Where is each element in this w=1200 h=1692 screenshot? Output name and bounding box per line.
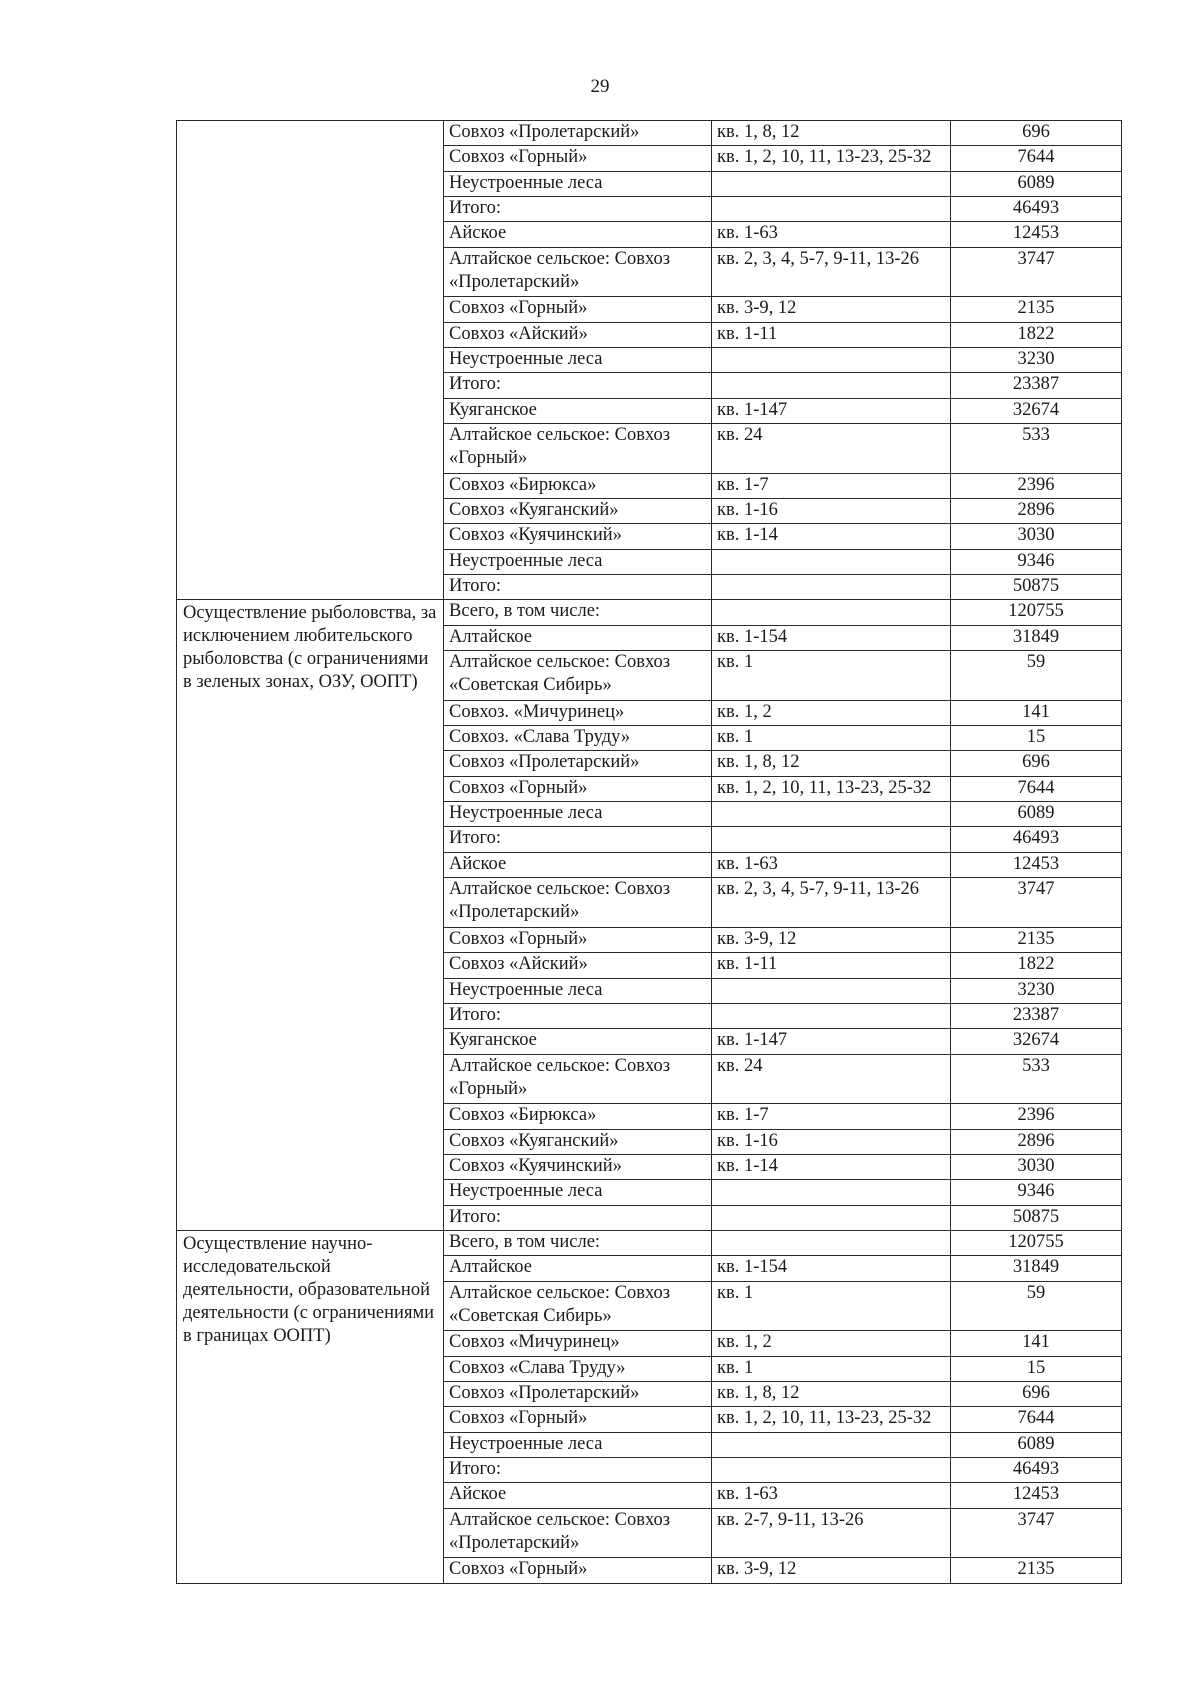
area-cell: 533	[951, 424, 1122, 474]
forestry-name-cell: Алтайское сельское: Совхоз «Пролетарский»	[444, 1508, 712, 1558]
area-cell: 120755	[951, 600, 1122, 625]
quarters-cell	[712, 575, 951, 600]
quarters-cell: кв. 1-14	[712, 1154, 951, 1179]
forest-quarters-table	[176, 120, 1122, 1584]
forestry-name-cell: Совхоз. «Мичуринец»	[444, 700, 712, 725]
forestry-name-cell: Совхоз «Айский»	[444, 953, 712, 978]
forestry-name-cell: Совхоз «Пролетарский»	[444, 121, 712, 146]
area-cell: 12453	[951, 1483, 1122, 1508]
quarters-cell: кв. 1, 2, 10, 11, 13-23, 25-32	[712, 776, 951, 801]
quarters-cell: кв. 1-11	[712, 953, 951, 978]
forestry-name-cell: Совхоз «Пролетарский»	[444, 751, 712, 776]
area-cell: 3030	[951, 1154, 1122, 1179]
quarters-cell: кв. 1-63	[712, 222, 951, 247]
forestry-name-cell: Совхоз «Горный»	[444, 1558, 712, 1584]
forestry-name-cell: Неустроенные леса	[444, 1180, 712, 1205]
quarters-cell	[712, 373, 951, 398]
area-cell: 23387	[951, 373, 1122, 398]
area-cell: 120755	[951, 1230, 1122, 1255]
area-cell: 3747	[951, 878, 1122, 928]
area-cell: 6089	[951, 802, 1122, 827]
forestry-name-cell: Совхоз «Бирюкса»	[444, 473, 712, 498]
forestry-name-cell: Неустроенные леса	[444, 802, 712, 827]
area-cell: 533	[951, 1054, 1122, 1104]
quarters-cell: кв. 1-7	[712, 1104, 951, 1129]
area-cell: 3230	[951, 978, 1122, 1003]
forestry-name-cell: Всего, в том числе:	[444, 1230, 712, 1255]
quarters-cell: кв. 1, 8, 12	[712, 1381, 951, 1406]
area-cell: 50875	[951, 1205, 1122, 1230]
area-cell: 15	[951, 726, 1122, 751]
forestry-name-cell: Айское	[444, 1483, 712, 1508]
forestry-name-cell: Совхоз «Айский»	[444, 322, 712, 347]
area-cell: 6089	[951, 1432, 1122, 1457]
forestry-name-cell: Итого:	[444, 1205, 712, 1230]
quarters-cell: кв. 2, 3, 4, 5-7, 9-11, 13-26	[712, 247, 951, 297]
forestry-name-cell: Алтайское сельское: Совхоз «Горный»	[444, 424, 712, 474]
quarters-cell: кв. 1	[712, 726, 951, 751]
forestry-name-cell: Неустроенные леса	[444, 549, 712, 574]
area-cell: 1822	[951, 322, 1122, 347]
quarters-cell	[712, 348, 951, 373]
area-cell: 9346	[951, 1180, 1122, 1205]
quarters-cell: кв. 2-7, 9-11, 13-26	[712, 1508, 951, 1558]
forestry-name-cell: Алтайское	[444, 625, 712, 650]
quarters-cell	[712, 171, 951, 196]
quarters-cell	[712, 1205, 951, 1230]
quarters-cell: кв. 1-154	[712, 625, 951, 650]
area-cell: 2396	[951, 473, 1122, 498]
area-cell: 59	[951, 1281, 1122, 1331]
area-cell: 15	[951, 1356, 1122, 1381]
quarters-cell: кв. 1-11	[712, 322, 951, 347]
quarters-cell: кв. 1, 8, 12	[712, 121, 951, 146]
forestry-name-cell: Алтайское сельское: Совхоз «Горный»	[444, 1054, 712, 1104]
quarters-cell	[712, 1457, 951, 1482]
quarters-cell	[712, 1432, 951, 1457]
forestry-name-cell: Итого:	[444, 1003, 712, 1028]
quarters-cell: кв. 3-9, 12	[712, 297, 951, 322]
area-cell: 12453	[951, 852, 1122, 877]
area-cell: 3747	[951, 1508, 1122, 1558]
forestry-name-cell: Алтайское сельское: Совхоз «Советская Сибирь»	[444, 651, 712, 701]
table-body	[177, 121, 1122, 1584]
quarters-cell: кв. 3-9, 12	[712, 1558, 951, 1584]
forestry-name-cell: Совхоз «Пролетарский»	[444, 1381, 712, 1406]
area-cell: 32674	[951, 1029, 1122, 1054]
area-cell: 6089	[951, 171, 1122, 196]
forestry-name-cell: Итого:	[444, 373, 712, 398]
forestry-name-cell: Совхоз «Куячинский»	[444, 1154, 712, 1179]
forestry-name-cell: Совхоз «Горный»	[444, 146, 712, 171]
forestry-name-cell: Айское	[444, 222, 712, 247]
forestry-name-cell: Итого:	[444, 1457, 712, 1482]
forestry-name-cell: Всего, в том числе:	[444, 600, 712, 625]
area-cell: 50875	[951, 575, 1122, 600]
forestry-name-cell: Неустроенные леса	[444, 171, 712, 196]
area-cell: 2896	[951, 499, 1122, 524]
quarters-cell: кв. 24	[712, 424, 951, 474]
area-cell: 31849	[951, 625, 1122, 650]
forestry-name-cell: Итого:	[444, 197, 712, 222]
activity-cell: Осуществление научно-исследовательской деятельности, образовательной деятельности (с ограничениями в границах ООПТ)	[177, 1230, 444, 1583]
forestry-name-cell: Неустроенные леса	[444, 978, 712, 1003]
quarters-cell: кв. 1	[712, 1281, 951, 1331]
area-cell: 12453	[951, 222, 1122, 247]
forestry-name-cell: Алтайское	[444, 1256, 712, 1281]
forestry-name-cell: Совхоз «Слава Труду»	[444, 1356, 712, 1381]
forestry-name-cell: Совхоз «Горный»	[444, 927, 712, 952]
quarters-cell: кв. 1-16	[712, 499, 951, 524]
table-row	[177, 1230, 1122, 1255]
forestry-name-cell: Куяганское	[444, 398, 712, 423]
forestry-name-cell: Неустроенные леса	[444, 348, 712, 373]
quarters-cell	[712, 978, 951, 1003]
forestry-name-cell: Совхоз «Горный»	[444, 776, 712, 801]
quarters-cell: кв. 1-147	[712, 398, 951, 423]
area-cell: 7644	[951, 1407, 1122, 1432]
quarters-cell: кв. 1-147	[712, 1029, 951, 1054]
area-cell: 7644	[951, 146, 1122, 171]
quarters-cell	[712, 197, 951, 222]
forestry-name-cell: Айское	[444, 852, 712, 877]
quarters-cell: кв. 1, 2, 10, 11, 13-23, 25-32	[712, 1407, 951, 1432]
quarters-cell: кв. 1-7	[712, 473, 951, 498]
area-cell: 2396	[951, 1104, 1122, 1129]
forestry-name-cell: Совхоз. «Слава Труду»	[444, 726, 712, 751]
area-cell: 31849	[951, 1256, 1122, 1281]
area-cell: 46493	[951, 827, 1122, 852]
activity-cell: Осуществление рыболовства, за исключением любительского рыболовства (с ограничениями в зеленых зонах, ОЗУ, ООПТ)	[177, 600, 444, 1230]
forestry-name-cell: Алтайское сельское: Совхоз «Советская Сибирь»	[444, 1281, 712, 1331]
forestry-name-cell: Совхоз «Мичуринец»	[444, 1331, 712, 1356]
area-cell: 141	[951, 1331, 1122, 1356]
quarters-cell	[712, 600, 951, 625]
area-cell: 696	[951, 751, 1122, 776]
forestry-name-cell: Алтайское сельское: Совхоз «Пролетарский»	[444, 878, 712, 928]
area-cell: 9346	[951, 549, 1122, 574]
quarters-cell: кв. 24	[712, 1054, 951, 1104]
forestry-name-cell: Совхоз «Бирюкса»	[444, 1104, 712, 1129]
area-cell: 59	[951, 651, 1122, 701]
forestry-name-cell: Итого:	[444, 575, 712, 600]
forestry-name-cell: Итого:	[444, 827, 712, 852]
area-cell: 7644	[951, 776, 1122, 801]
area-cell: 2135	[951, 297, 1122, 322]
activity-cell	[177, 121, 444, 600]
quarters-cell: кв. 1	[712, 1356, 951, 1381]
quarters-cell	[712, 1180, 951, 1205]
area-cell: 3230	[951, 348, 1122, 373]
forestry-name-cell: Куяганское	[444, 1029, 712, 1054]
quarters-cell: кв. 1, 2	[712, 1331, 951, 1356]
quarters-cell: кв. 1-16	[712, 1129, 951, 1154]
quarters-cell	[712, 827, 951, 852]
area-cell: 2135	[951, 1558, 1122, 1584]
forestry-name-cell: Совхоз «Куяганский»	[444, 499, 712, 524]
forestry-name-cell: Совхоз «Горный»	[444, 1407, 712, 1432]
area-cell: 141	[951, 700, 1122, 725]
quarters-cell: кв. 1, 8, 12	[712, 751, 951, 776]
quarters-cell: кв. 1-14	[712, 524, 951, 549]
forestry-name-cell: Неустроенные леса	[444, 1432, 712, 1457]
forestry-name-cell: Совхоз «Куяганский»	[444, 1129, 712, 1154]
area-cell: 696	[951, 121, 1122, 146]
quarters-cell: кв. 3-9, 12	[712, 927, 951, 952]
area-cell: 696	[951, 1381, 1122, 1406]
forestry-name-cell: Алтайское сельское: Совхоз «Пролетарский»	[444, 247, 712, 297]
area-cell: 32674	[951, 398, 1122, 423]
quarters-cell: кв. 1-154	[712, 1256, 951, 1281]
quarters-cell: кв. 2, 3, 4, 5-7, 9-11, 13-26	[712, 878, 951, 928]
table-row	[177, 600, 1122, 625]
page-number: 29	[590, 76, 610, 97]
area-cell: 2896	[951, 1129, 1122, 1154]
quarters-cell	[712, 1230, 951, 1255]
quarters-cell: кв. 1, 2	[712, 700, 951, 725]
area-cell: 2135	[951, 927, 1122, 952]
area-cell: 3747	[951, 247, 1122, 297]
area-cell: 23387	[951, 1003, 1122, 1028]
quarters-cell: кв. 1-63	[712, 852, 951, 877]
quarters-cell: кв. 1, 2, 10, 11, 13-23, 25-32	[712, 146, 951, 171]
quarters-cell: кв. 1-63	[712, 1483, 951, 1508]
quarters-cell	[712, 549, 951, 574]
area-cell: 3030	[951, 524, 1122, 549]
quarters-cell	[712, 802, 951, 827]
forestry-name-cell: Совхоз «Куячинский»	[444, 524, 712, 549]
area-cell: 46493	[951, 197, 1122, 222]
area-cell: 46493	[951, 1457, 1122, 1482]
quarters-cell: кв. 1	[712, 651, 951, 701]
table-row	[177, 121, 1122, 146]
area-cell: 1822	[951, 953, 1122, 978]
forestry-name-cell: Совхоз «Горный»	[444, 297, 712, 322]
quarters-cell	[712, 1003, 951, 1028]
